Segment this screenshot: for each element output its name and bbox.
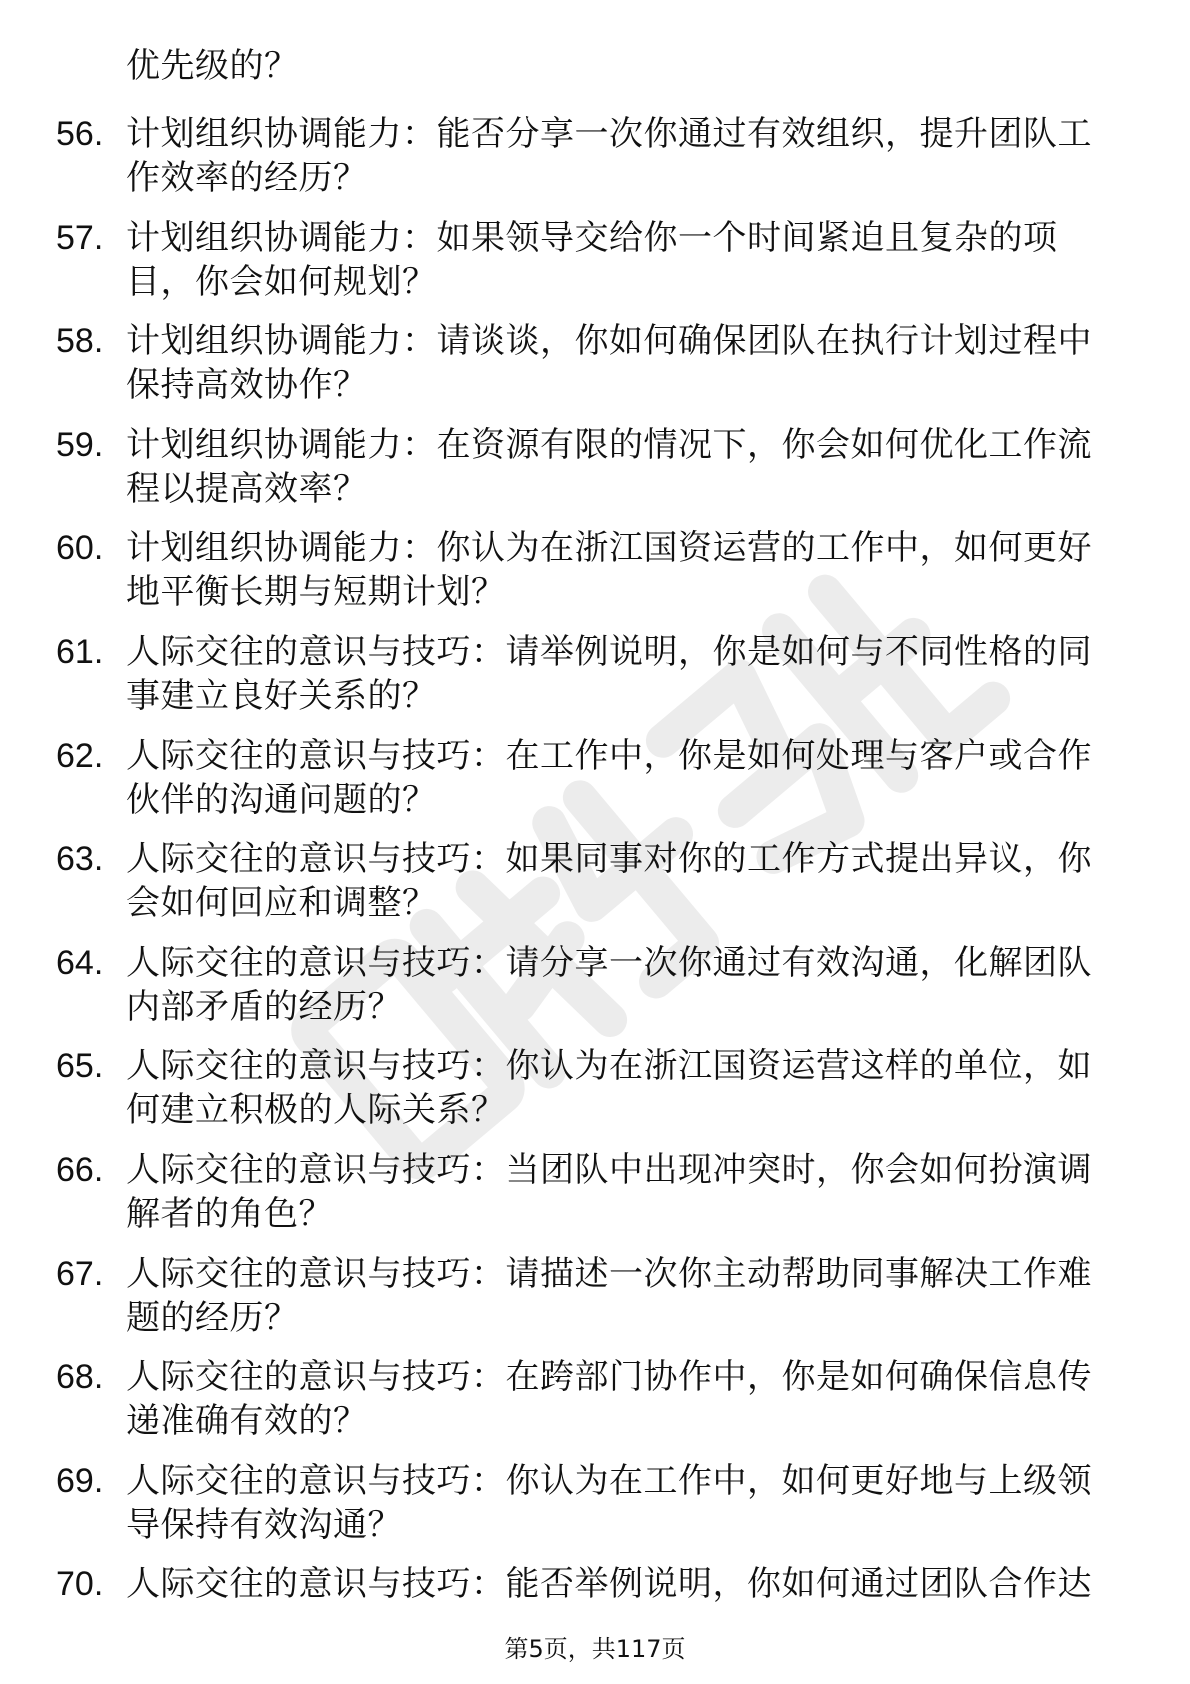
- question-list: [0, 112, 1190, 1666]
- list-item: [0, 1252, 1190, 1356]
- question-text: 人际交往的意识与技巧：能否举例说明，你如何通过团队合作达: [126, 1564, 1092, 1605]
- question-text: 人际交往的意识与技巧：你认为在工作中，如何更好地与上级领导保持有效沟通？: [126, 1460, 1092, 1545]
- question-number: 65.: [56, 1047, 104, 1086]
- question-text: 人际交往的意识与技巧：如果同事对你的工作方式提出异议，你会如何回应和调整？: [126, 839, 1092, 924]
- list-item: [0, 734, 1190, 838]
- question-number: 63.: [56, 840, 104, 879]
- question-number: 56.: [56, 115, 104, 153]
- list-item: [0, 423, 1190, 527]
- list-item: [0, 941, 1190, 1045]
- question-text: 计划组织协调能力：能否分享一次你通过有效组织，提升团队工作效率的经历？: [126, 114, 1092, 198]
- question-text: 人际交往的意识与技巧：请举例说明，你是如何与不同性格的同事建立良好关系的？: [126, 631, 1092, 716]
- list-item: [0, 1355, 1190, 1459]
- question-number: 60.: [56, 529, 104, 568]
- question-text: 人际交往的意识与技巧：你认为在浙江国资运营这样的单位，如何建立积极的人际关系？: [126, 1046, 1092, 1131]
- list-item: [0, 1044, 1190, 1148]
- question-text: 人际交往的意识与技巧：当团队中出现冲突时，你会如何扮演调解者的角色？: [126, 1149, 1092, 1234]
- list-item: [0, 837, 1190, 941]
- question-number: 70.: [56, 1565, 104, 1604]
- question-number: 61.: [56, 632, 104, 671]
- question-number: 64.: [56, 943, 104, 982]
- question-number: 66.: [56, 1150, 104, 1189]
- question-text: 人际交往的意识与技巧：在跨部门协作中，你是如何确保信息传递准确有效的？: [126, 1357, 1092, 1442]
- question-text: 计划组织协调能力：如果领导交给你一个时间紧迫且复杂的项目，你会如何规划？: [126, 217, 1058, 302]
- question-number: 67.: [56, 1254, 104, 1293]
- question-number: 58.: [56, 322, 104, 361]
- list-item: [0, 112, 1190, 216]
- continuation-text: 优先级的？: [126, 46, 299, 86]
- question-number: 69.: [56, 1461, 104, 1500]
- question-number: 68.: [56, 1358, 104, 1397]
- question-number: 57.: [56, 218, 104, 257]
- list-item: [0, 216, 1190, 320]
- question-text: 计划组织协调能力：在资源有限的情况下，你会如何优化工作流程以提高效率？: [126, 424, 1092, 509]
- question-text: 计划组织协调能力：请谈谈，你如何确保团队在执行计划过程中保持高效协作？: [126, 321, 1092, 406]
- question-number: 59.: [56, 425, 104, 464]
- question-text: 人际交往的意识与技巧：请分享一次你通过有效沟通，化解团队内部矛盾的经历？: [126, 942, 1092, 1027]
- list-item: [0, 319, 1190, 423]
- question-number: 62.: [56, 736, 104, 775]
- page-footer: 第5页，共117页: [504, 1635, 686, 1663]
- question-text: 人际交往的意识与技巧：请描述一次你主动帮助同事解决工作难题的经历？: [126, 1253, 1092, 1338]
- question-text: 人际交往的意识与技巧：在工作中，你是如何处理与客户或合作伙伴的沟通问题的？: [126, 735, 1092, 820]
- list-item: [0, 630, 1190, 734]
- list-item: [0, 1459, 1190, 1563]
- list-item: [0, 526, 1190, 630]
- question-text: 计划组织协调能力：你认为在浙江国资运营的工作中，如何更好地平衡长期与短期计划？: [126, 528, 1092, 613]
- list-item: [0, 1148, 1190, 1252]
